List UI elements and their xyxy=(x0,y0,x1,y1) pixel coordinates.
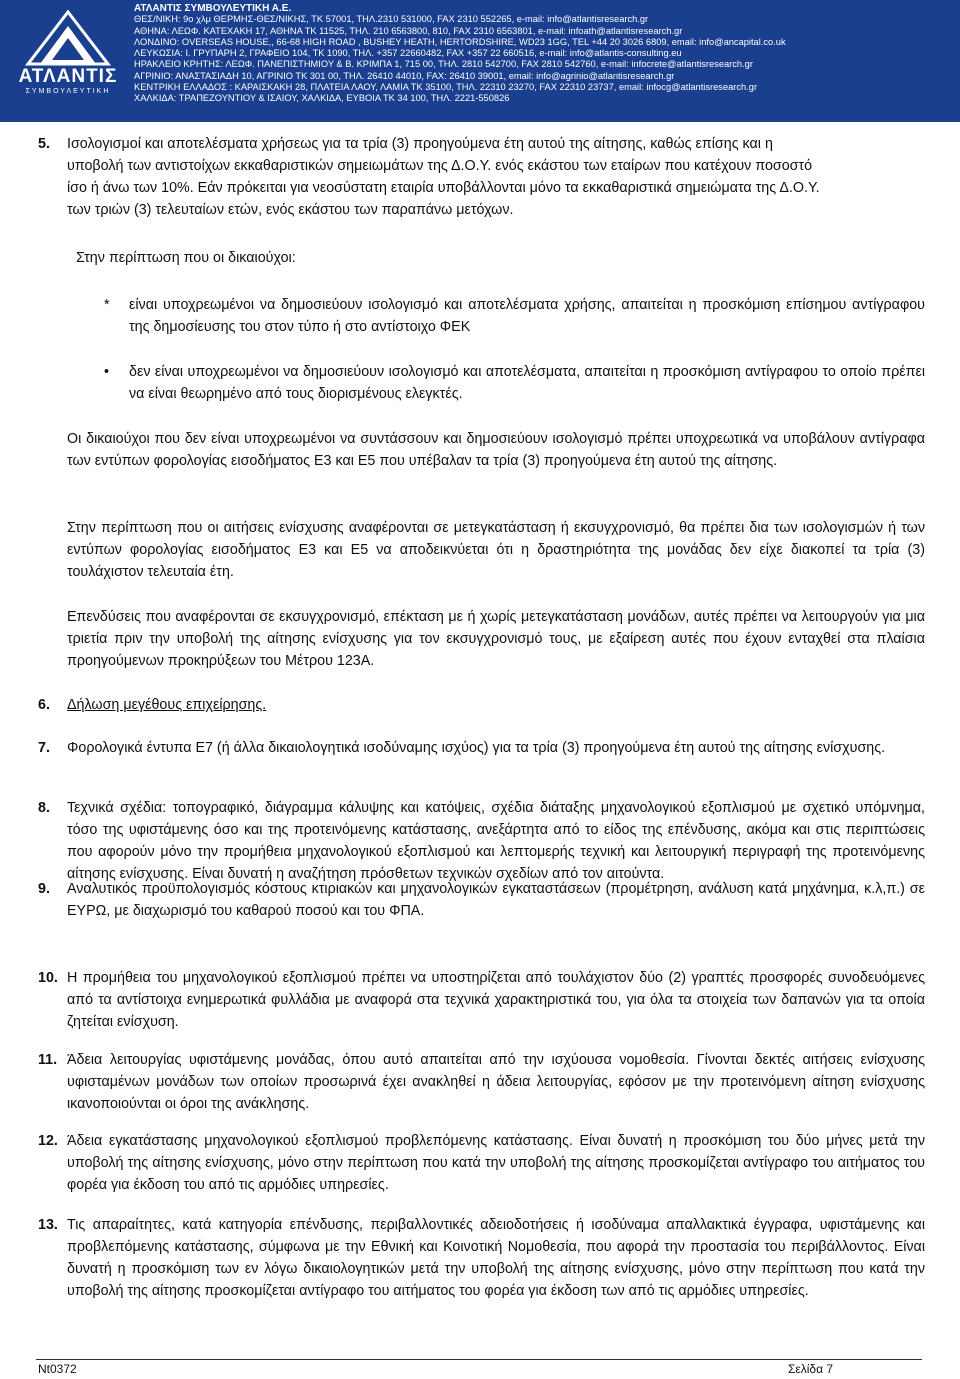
item-5-line: Ισολογισμοί και αποτελέσματα χρήσεως για τα τρία (3) προηγούμενα έτη αυτού της αίτησης, καθώς επίσης και η xyxy=(67,136,773,152)
contact-line: ΛΕΥΚΩΣΙΑ: Ι. ΓΡΥΠΑΡΗ 2, ΓΡΑΦΕΙΟ 104, ΤΚ 1090, ΤΗΛ. +357 22660482, FAX +357 22 660516, e-mail: info@atlantis-consulting.eu xyxy=(134,48,682,59)
item-text: Η προμήθεια του μηχανολογικού εξοπλισμού πρέπει να υποστηρίζεται από τουλάχιστον δύο (2) γραπτές προσφορές συνοδευόμενες από τα αντίστοιχα ενημερωτικά φυλλάδια με αναφορά στα τεχνικά χαρακτηριστικά του, για όλα τα στοιχεία των δαπανών για τα οποία ζητείται ενίσχυση. xyxy=(67,970,925,1030)
page-number: Σελίδα 7 xyxy=(788,1362,834,1376)
contact-line: ΧΑΛΚΙΔΑ: ΤΡΑΠΕΖΟΥΝΤΙΟΥ & ΙΣΑΙΟΥ, ΧΑΛΚΙΔΑ, ΕΥΒΟΙΑ ΤΚ 34 100, ΤΗΛ. 2221-550826 xyxy=(134,93,510,104)
paragraph: Επενδύσεις που αναφέρονται σε εκσυγχρονισμό, επέκταση με ή χωρίς μετεγκατάσταση μονάδων, αυτές πρέπει να λειτουργούν για μια τριετία πριν την υποβολή της αίτησης ενίσχυσης για τον εκσυγχρονισμό τους, με εξαίρεση αυτές που έχουν ενταχθεί στα πλαίσια προηγούμενων προκηρύξεων του Μέτρου 123Α. xyxy=(67,609,925,669)
item-text xyxy=(67,694,925,716)
contact-line: ΑΓΡΙΝΙΟ: ΑΝΑΣΤΑΣΙΑΔΗ 10, ΑΓΡΙΝΙΟ ΤΚ 301 00, ΤΗΛ. 26410 44010, FAX: 26410 39001, email: info@agrinio@atlantisresearch.gr xyxy=(134,70,675,81)
logo-wordmark: ΑΤΛΑΝΤΙΣ xyxy=(18,66,118,87)
item-number: 10. xyxy=(38,970,58,986)
contact-line: ΘΕΣ/ΝΙΚΗ: 9ο χλμ ΘΕΡΜΗΣ-ΘΕΣ/ΝΙΚΗΣ, ΤΚ 57001, ΤΗΛ.2310 531000, FAX 2310 552265, e-mail: info@atlantisresearch.gr xyxy=(134,14,649,25)
item-text: Φορολογικά έντυπα Ε7 (ή άλλα δικαιολογητικά ισοδύναμης ισχύος) για τα τρία (3) προηγούμενα έτη αυτού της αίτησης ενίσχυσης. xyxy=(67,740,886,756)
item-text: Αναλυτικός προϋπολογισμός κόστους κτιριακών και μηχανολογικών εγκαταστάσεων (προμέτρηση, ανάλυση κατά μηχάνημα, κ.λ,π.) σε ΕΥΡΩ, με διαχωρισμό του καθαρού ποσού και του ΦΠΑ. xyxy=(67,881,925,919)
item-text: Τις απαραίτητες, κατά κατηγορία επένδυσης, περιβαλλοντικές αδειοδοτήσεις ή ισοδύναμα απαλλακτικά έγγραφα, υφιστάμενης και προβλεπόμενης κατάστασης, σύμφωνα με την Εθνική και Κοινοτική Νομοθεσία, που αφορά την προστασία του περιβάλλοντος. Είναι δυνατή η προσκόμιση των εν λόγω δικαιολογητικών μετά την υποβολή της αίτησης ενίσχυσης, μόνο στην περίπτωση που κατά την υποβολή της αίτησης προσκομίζεται αντίγραφο του αιτήματος του φορέα για έκδοση των από τις αρμόδιες υπηρεσίες. xyxy=(67,1217,925,1299)
item-5-line: των τριών (3) τελευταίων ετών, ενός εκάστου των παραπάνω μετόχων. xyxy=(67,202,514,218)
item-6-title: Δήλωση μεγέθους επιχείρησης. xyxy=(67,697,267,713)
item-text: Άδεια εγκατάστασης μηχανολογικού εξοπλισμού προβλεπόμενης κατάστασης. Είναι δυνατή η προσκόμιση του δύο μήνες μετά την υποβολή της αίτησης ενίσχυσης, μόνο στην περίπτωση που κατά την υποβολή της αίτησης προσκομίζεται αντίγραφο του αιτήματος του φορέα για έκδοση του από τις αρμόδιες υπηρεσίες. xyxy=(67,1133,925,1193)
logo-subtext: ΣΥΜΒΟΥΛΕΥΤΙΚΗ xyxy=(25,88,111,95)
item-5-text xyxy=(67,133,922,221)
atlantis-logo xyxy=(12,8,124,95)
bullet-text: είναι υποχρεωμένοι να δημοσιεύουν ισολογισμό και αποτελέσματα χρήσης, απαιτείται η προσκόμιση επίσημου αντίγραφου της δημοσίευσης του στον τύπο ή στο αντίστοιχο ΦΕΚ xyxy=(129,297,925,335)
item-number: 6. xyxy=(38,697,50,713)
letterhead xyxy=(0,0,960,122)
contact-line: ΗΡΑΚΛΕΙΟ ΚΡΗΤΗΣ: ΛΕΩΦ. ΠΑΝΕΠΙΣΤΗΜΙΟΥ & Β. ΚΡΙΜΠΑ 1, 715 00, ΤΗΛ. 2810 542700, FAX 2810 542760, e-mail: infocrete@atlantisresearch.gr xyxy=(134,59,753,70)
bullet-text: δεν είναι υποχρεωμένοι να δημοσιεύουν ισολογισμό και αποτελέσματα, απαιτείται η προσκόμιση αντίγραφου το οποίο πρέπει να είναι θεωρημένο από τους διορισμένους ελεγκτές. xyxy=(129,364,925,402)
item-5-line: ίσο ή άνω των 10%. Εάν πρόκειται για νεοσύστατη εταιρία υποβάλλονται μόνο τα εκκαθαριστικά σημειώματα της Δ.Ο.Υ. xyxy=(67,180,820,196)
item-number: 13. xyxy=(38,1217,58,1233)
contact-line: ΑΘΗΝΑ: ΛΕΩΦ. ΚΑΤΕΧΑΚΗ 17, ΑΘΗΝΑ ΤΚ 11525, ΤΗΛ. 210 6563800, 810, FAX 2310 6563801, e-mail: infoath@atlantisresearch.gr xyxy=(134,25,683,36)
item-number: 7. xyxy=(38,740,50,756)
item-number: 12. xyxy=(38,1133,58,1149)
item-5-line: υποβολή των αντιστοίχων εκκαθαριστικών σημειωμάτων της Δ.Ο.Υ. ενός εκάστου των εταίρων που κατέχουν ποσοστό xyxy=(67,158,813,174)
item-text: Άδεια λειτουργίας υφιστάμενης μονάδας, όπου αυτό απαιτείται από την ισχύουσα νομοθεσία. Γίνονται δεκτές αιτήσεις ενίσχυσης υφισταμένων μονάδων των οποίων προσωρινά έχει ανακληθεί η άδεια λειτουργίας, εφόσον με την προτεινόμενη αίτηση ενίσχυσης ικανοποιούνται οι όροι της ανάκλησης. xyxy=(67,1052,925,1112)
contact-line: ΛΟΝΔΙΝΟ: OVERSEAS HOUSE,, 66-68 HIGH ROAD , BUSHEY HEATH, HERTORDSHIRE, WD23 1GG, TEL +44 20 3026 6809, email: info@ancapital.co.uk xyxy=(134,36,786,47)
bullet-marker: • xyxy=(104,364,110,380)
paragraph: Στην περίπτωση που οι αιτήσεις ενίσχυσης αναφέρονται σε μετεγκατάσταση ή εκσυγχρονισμό, θα πρέπει δια των ισολογισμών ή των εντύπων φορολογίας εισοδήματος Ε3 και Ε5 να αποδεικνύεται ότι η δραστηριότητα της μονάδας δεν είχε διακοπεί τα τρία (3) τουλάχιστον τελευταία έτη. xyxy=(67,520,925,580)
item-text: Τεχνικά σχέδια: τοπογραφικό, διάγραμμα κάλυψης και κατόψεις, σχέδια διάταξης μηχανολογικού εξοπλισμού με σχετικό υπόμνημα, τόσο της υφιστάμενης όσο και της προτεινόμενης κατάστασης, ανεξάρτητα από το είδος της επένδυσης, ακόμα και στις περιπτώσεις που αφορούν μόνο την προμήθεια μηχανολογικού εξοπλισμού και λεπτομερής τεχνική και λειτουργική περιγραφή της προτεινόμενης αίτησης ενίσχυσης. Είναι δυνατή η αναζήτηση πρόσθετων τεχνικών σχεδίων από τον αιτούντα. xyxy=(67,800,925,882)
item-number: 5. xyxy=(38,136,50,152)
item-number: 9. xyxy=(38,881,50,897)
paragraph: Οι δικαιούχοι που δεν είναι υποχρεωμένοι να συντάσσουν και δημοσιεύουν ισολογισμό πρέπει υποχρεωτικά να υποβάλουν αντίγραφα των εντύπων φορολογίας εισοδήματος Ε3 και Ε5 που υπέβαλαν τα τρία (3) προηγούμενα έτη αυτού της αίτησης. xyxy=(67,431,925,469)
document-code: Nt0372 xyxy=(38,1362,77,1376)
company-name: ΑΤΛΑΝΤΙΣ ΣΥΜΒΟΥΛΕΥΤΙΚΗ Α.Ε. xyxy=(134,3,292,14)
case-intro: Στην περίπτωση που οι δικαιούχοι: xyxy=(76,250,296,266)
footer-divider xyxy=(36,1359,922,1360)
contact-line: ΚΕΝΤΡΙΚΗ ΕΛΛΑΔΟΣ : ΚΑΡΑΙΣΚΑΚΗ 28, ΠΛΑΤΕΙΑ ΛΑΟΥ, ΛΑΜΙΑ ΤΚ 35100, ΤΗΛ. 22310 23270, FAX 22310 23737, email: infocg@atlantisresearch.gr xyxy=(134,82,758,93)
item-number: 8. xyxy=(38,800,50,816)
item-number: 11. xyxy=(38,1052,58,1068)
contact-block xyxy=(134,3,954,105)
triangle-logo-icon xyxy=(12,8,124,68)
bullet-marker: * xyxy=(104,297,110,313)
